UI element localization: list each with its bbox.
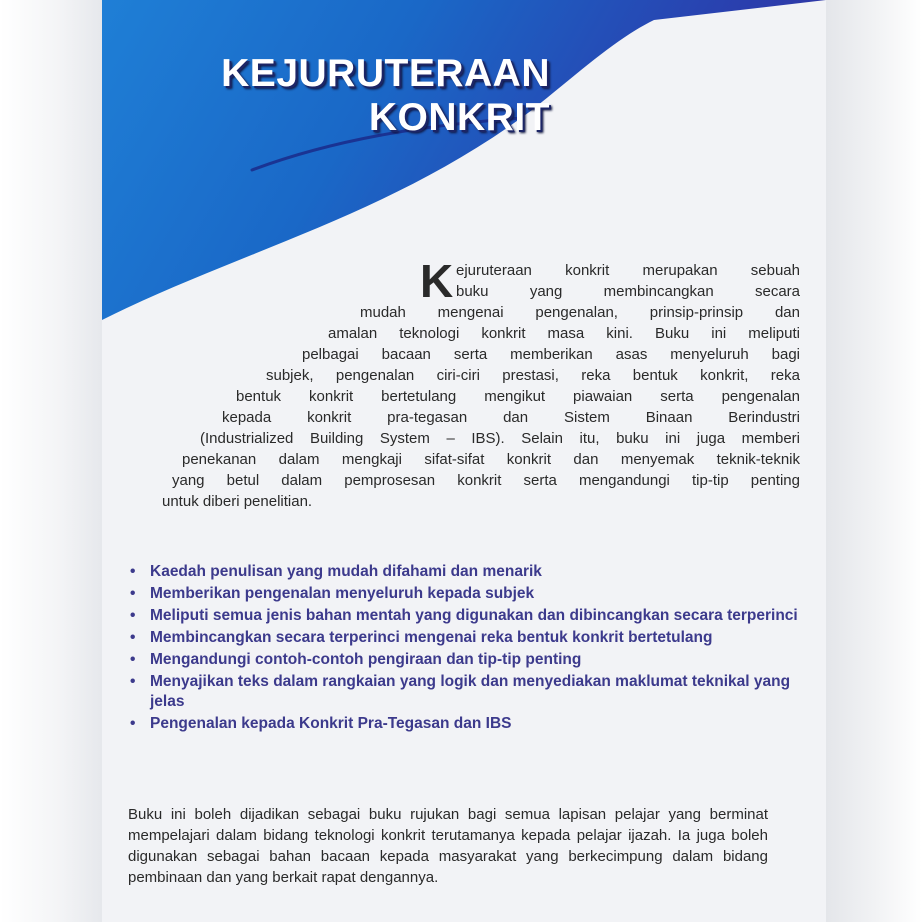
blurb-line: kepada konkrit pra-tegasan dan Sistem Binaan Berindustri — [222, 409, 800, 426]
feature-item: • Menyajikan teks dalam rangkaian yang logik dan menyediakan maklumat teknikal yang jelas — [128, 672, 808, 712]
blurb-line: bentuk konkrit bertetulang mengikut piawaian serta pengenalan — [236, 388, 800, 405]
feature-list — [128, 562, 808, 736]
title-line-2: KONKRIT — [368, 96, 550, 139]
feature-item: • Meliputi semua jenis bahan mentah yang digunakan dan dibincangkan secara terperinci — [128, 606, 808, 626]
title-line-1: KEJURUTERAAN — [221, 52, 550, 95]
feature-item: • Pengenalan kepada Konkrit Pra-Tegasan dan IBS — [128, 714, 808, 734]
blurb-line: yang betul dalam pemprosesan konkrit serta mengandungi tip-tip penting — [172, 472, 800, 489]
feature-item: • Mengandungi contoh-contoh pengiraan dan tip-tip penting — [128, 650, 808, 670]
blurb-line: pelbagai bacaan serta memberikan asas menyeluruh bagi — [302, 346, 800, 363]
closing-paragraph: Buku ini boleh dijadikan sebagai buku rujukan bagi semua lapisan pelajar yang berminat mempelajari dalam bidang teknologi konkrit terutamanya kepada pelajar ijazah. Ia juga boleh digunakan sebagai bahan bacaan kepada masyarakat yang berkecimpung dalam bidang pembinaan dan yang berkait rapat dengannya. — [128, 806, 768, 886]
blurb-line: buku yang membincangkan secara — [456, 283, 800, 300]
book-title — [150, 52, 550, 140]
swoosh-line — [102, 0, 826, 300]
blurb-line: (Industrialized Building System – IBS). Selain itu, buku ini juga memberi — [200, 430, 800, 447]
blurb-line: untuk diberi penelitian. — [162, 493, 313, 510]
background-left — [0, 0, 102, 922]
drop-cap: K — [420, 255, 454, 307]
feature-item: • Kaedah penulisan yang mudah difahami dan menarik — [128, 562, 808, 582]
feature-item: • Membincangkan secara terperinci mengenai reka bentuk konkrit bertetulang — [128, 628, 808, 648]
blurb-line: subjek, pengenalan ciri-ciri prestasi, reka bentuk konkrit, reka — [266, 367, 800, 384]
blurb-line: amalan teknologi konkrit masa kini. Buku ini meliputi — [328, 325, 800, 342]
blurb-line: penekanan dalam mengkaji sifat-sifat konkrit dan menyemak teknik-teknik — [182, 451, 800, 468]
feature-item: • Memberikan pengenalan menyeluruh kepada subjek — [128, 584, 808, 604]
blurb-line: mudah mengenai pengenalan, prinsip-prinsip dan — [360, 304, 800, 321]
blurb-line: ejuruteraan konkrit merupakan sebuah — [456, 262, 800, 279]
background-right — [826, 0, 922, 922]
book-cover — [102, 0, 826, 922]
